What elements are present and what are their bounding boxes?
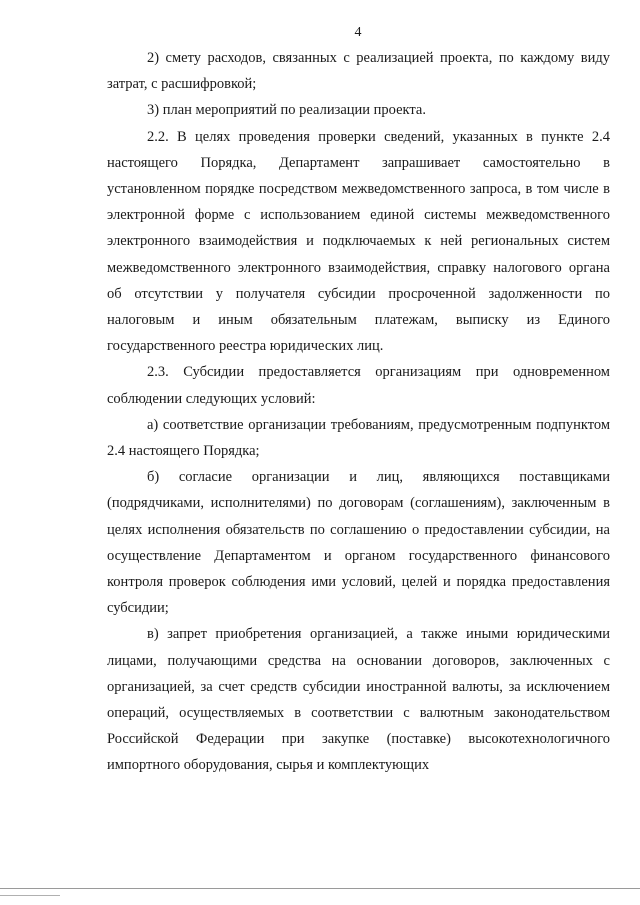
paragraph-item-2: 2) смету расходов, связанных с реализацией проекта, по каждому виду затрат, с расшифровкой; <box>107 50 610 93</box>
page-bottom-edge <box>0 888 640 889</box>
page-number: 4 <box>354 25 362 40</box>
page-bottom-mark <box>0 895 60 896</box>
paragraph-item-3: 3) план мероприятий по реализации проекта. <box>147 102 426 119</box>
document-body <box>107 45 610 779</box>
paragraph-condition-a: а) соответствие организации требованиям, предусмотренным подпунктом 2.4 настоящего Порядка; <box>107 416 610 460</box>
paragraph-condition-v: в) запрет приобретения организацией, а также иными юридическими лицами, получающими средства на основании договоров, заключенных с организацией, за счет средств субсидии иностранной валюты, за исключением операций, осуществляемых в соответствии с валютным законодательством Российской Федерации при закупке (поставке) высокотехнологичного импортного оборудования, сырья и комплектующих <box>107 626 610 774</box>
paragraph-clause-2-2: 2.2. В целях проведения проверки сведений, указанных в пункте 2.4 настоящего Порядка, Департамент запрашивает самостоятельно в установленном порядке посредством межведомственного запроса, в том числе в электронной форме с использованием единой системы межведомственного электронного взаимодействия и подключаемых к ней региональных систем межведомственного электронного взаимодействия, справку налогового органа об отсутствии у получателя субсидии просроченной задолженности по налоговым и иным обязательным платежам, выписку из Единого государственного реестра юридических лиц. <box>107 128 610 355</box>
paragraph-clause-2-3: 2.3. Субсидии предоставляется организациям при одновременном соблюдении следующих условий: <box>107 364 610 407</box>
paragraph-condition-b: б) согласие организации и лиц, являющихся поставщиками (подрядчиками, исполнителями) по договорам (соглашениям), заключенным в целях исполнения обязательств по соглашению о предоставлении субсидии, на осуществление Департаментом и органом государственного финансового контроля проверок соблюдения ими условий, целей и порядка предоставления субсидии; <box>107 469 610 617</box>
